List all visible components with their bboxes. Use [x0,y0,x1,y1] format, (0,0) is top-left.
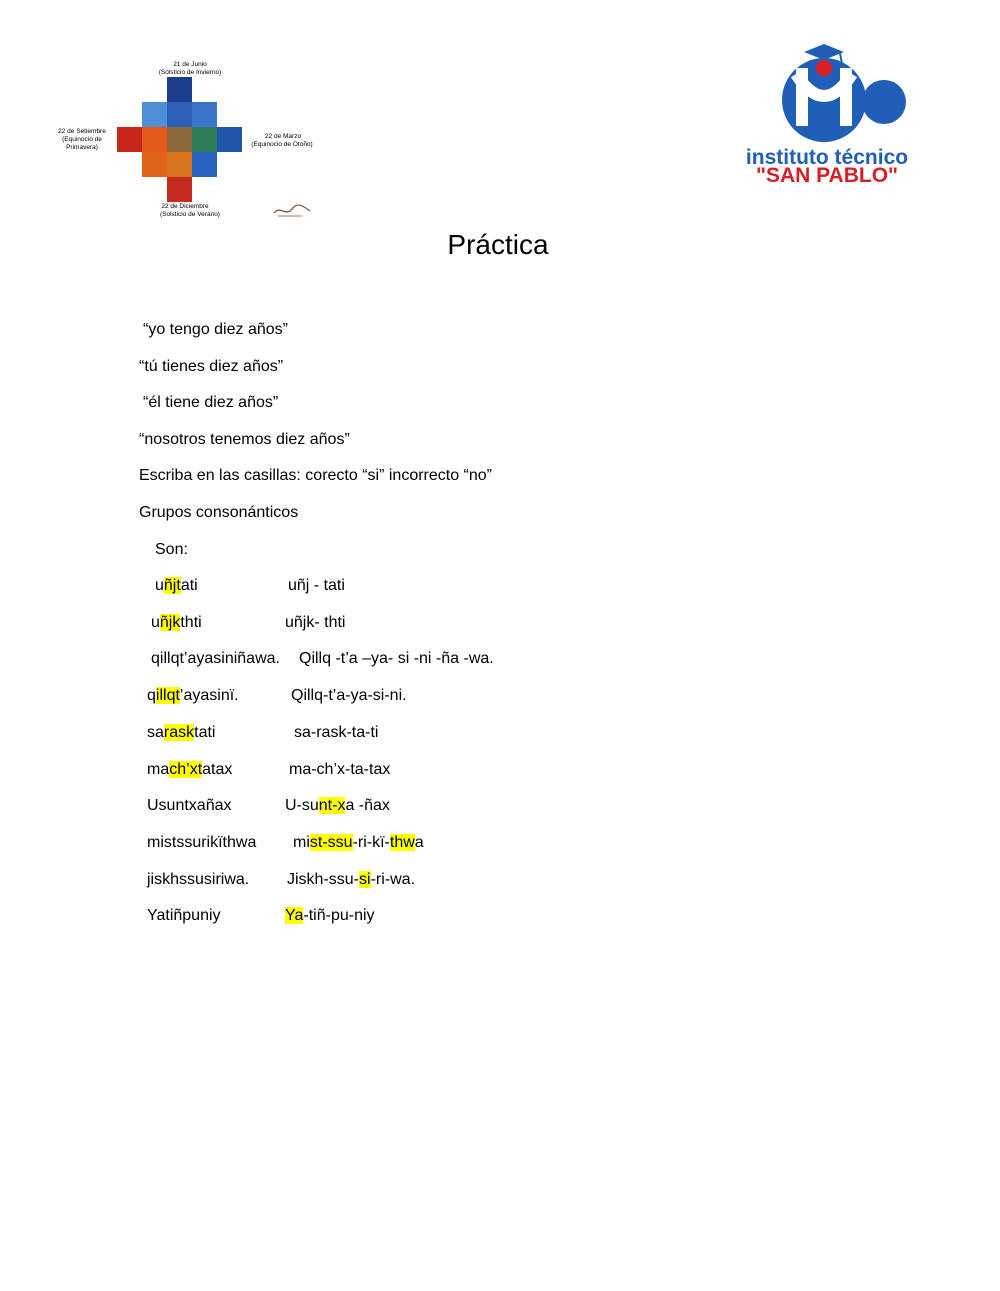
highlight: st-ssu [309,834,353,851]
tile-c3 [192,127,217,152]
page-title: Práctica [447,229,549,260]
tile-d1 [142,152,167,177]
section-heading: Grupos consonánticos [139,504,299,521]
tile-r1a [142,102,167,127]
word-row-9: jiskhssusiriwa. [147,871,250,888]
calendar-top-note: (Solsticio de Invierno) [158,69,222,76]
logo-line-2: "SAN PABLO" [755,164,899,187]
calendar-left-note-2: Primavera) [66,144,98,151]
signature-mark [272,203,312,219]
tile-bottom [167,177,192,202]
syllables-row-7: U-sunt-xa -ñax [285,797,390,814]
tile-d3 [192,152,217,177]
syllables-row-9: Jiskh-ssu-si-ri-wa. [287,871,416,888]
word-row-3: qillqt’ayasiniñawa. [151,650,280,667]
calendar-bottom-note: (Solsticio de Verano) [160,211,220,218]
highlight: ch’xt [169,761,203,778]
word-row-10: Yatiñpuniy [147,907,221,924]
calendar-cross [114,77,246,201]
logo-monogram: sp [875,124,893,146]
sentence-4: “nosotros tenemos diez años” [139,431,350,448]
highlight: ñjt [163,577,181,594]
highlight: nt-x [318,797,346,814]
highlight: si [359,871,371,888]
tile-d2 [167,152,192,177]
highlight: ñjk [159,614,181,631]
syllables-row-3: Qillq -t’a –ya- si -ni -ña -wa. [299,650,494,667]
word-row-6: mach’xtatax [147,761,233,778]
instruction: Escriba en las casillas: corecto “si” incorrecto “no” [139,467,493,484]
syllables-row-1: uñj - tati [288,577,345,594]
word-row-4: qillqt’ayasinï. [147,687,239,704]
syllables-row-6: ma-ch’x-ta-tax [289,761,391,778]
syllables-row-4: Qillq-t’a-ya-si-ni. [291,687,407,704]
tile-top-2 [167,102,192,127]
syllables-row-2: uñjk- thti [285,614,346,631]
highlight: illqt [155,687,180,704]
highlight: rask [163,724,195,741]
word-row-2: uñjkthti [151,614,202,631]
son-label: Son: [155,541,188,558]
sentence-3: “él tiene diez años” [143,394,279,411]
tile-top [167,77,192,102]
andean-calendar-emblem [50,55,320,225]
sentence-2: “tú tienes diez años” [139,358,284,375]
syllables-row-10: Ya-tiñ-pu-niy [285,907,375,924]
tile-left [117,127,142,152]
logo-line-1: instituto técnico [745,146,909,169]
highlight: Ya [285,907,304,924]
word-row-7: Usuntxañax [147,797,232,814]
tile-right [217,127,242,152]
calendar-right-note: (Equinocio de Otoño) [251,141,313,148]
word-row-8: mistssurikïthwa [147,834,257,851]
sentence-1: “yo tengo diez años” [143,321,288,338]
highlight: thw [389,834,415,851]
calendar-top-date: 21 de Junio [173,61,207,68]
calendar-left-date: 22 de Setiembre [58,128,106,135]
tile-c1 [142,127,167,152]
calendar-bottom-date: 22 de Diciembre [161,203,209,210]
syllables-row-8: mist-ssu-ri-kï-thwa [293,834,424,851]
tile-c2 [167,127,192,152]
institute-logo [716,38,936,188]
word-row-5: sarasktati [147,724,216,741]
calendar-left-note-1: (Equinocio de [62,136,102,143]
word-row-1: uñjtati [155,577,198,594]
calendar-right-date: 22 de Marzo [264,133,302,140]
syllables-row-5: sa-rask-ta-ti [294,724,379,741]
tile-r1c [192,102,217,127]
